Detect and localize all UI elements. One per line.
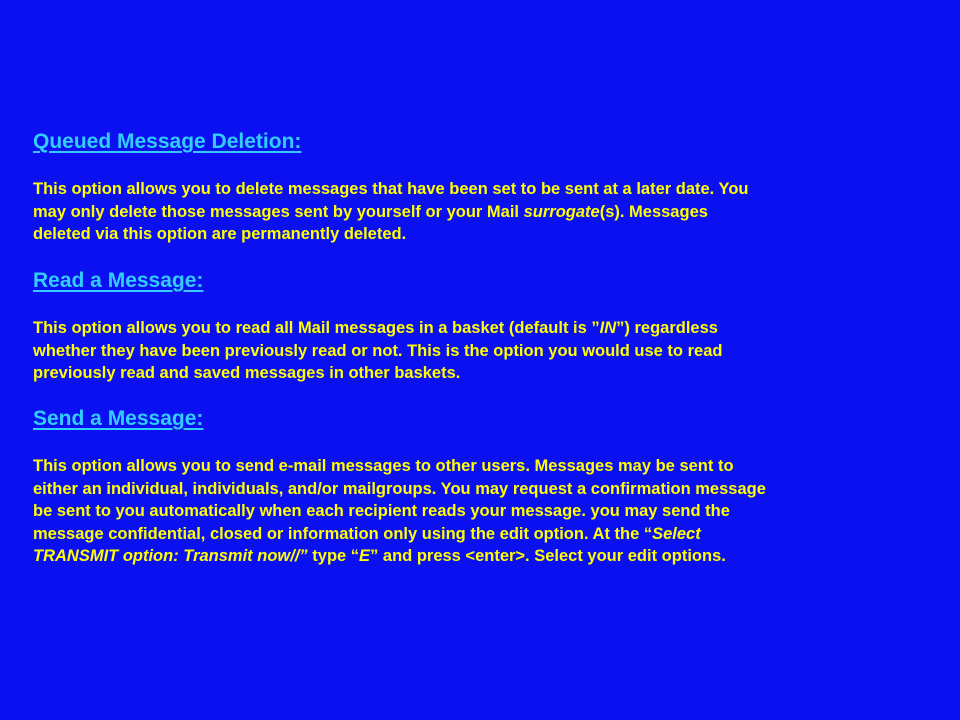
paragraph-line [33, 523, 923, 546]
text-run: message confidential, closed or information only using the edit option. At the “ [33, 524, 653, 543]
text-run: type “ [307, 547, 360, 565]
paragraph-read-a-message [33, 317, 923, 385]
paragraph-line [33, 178, 923, 201]
paragraph-line [33, 317, 923, 340]
text-run: This option allows you to read all Mail messages in a basket (default is ” [33, 319, 600, 337]
paragraph-line [33, 362, 923, 385]
text-run: This option allows you to send e-mail messages to other users. Messages may be sent to [33, 457, 734, 475]
text-run: (s). Messages [599, 202, 708, 221]
paragraph-line [33, 478, 923, 501]
text-run: be sent to you automatically when each recipient reads your message. you may send the [33, 502, 730, 520]
text-run: This option allows you to delete messages that have been set to be sent at a later date. You [33, 180, 749, 198]
italic-text-run: Select [652, 524, 701, 543]
heading-read-a-message: Read a Message: [33, 269, 204, 292]
text-run: may only delete those messages sent by yourself or your Mail [33, 202, 524, 221]
text-run: whether they have been previously read or not. This is the option you would use to read [33, 341, 723, 360]
italic-text-run: IN [599, 319, 617, 337]
paragraph-line [33, 223, 923, 246]
text-run: either an individual, individuals, and/or mailgroups. You may request a confirmation message [33, 479, 766, 498]
text-run: ” and press <enter>. Select your edit options. [370, 547, 726, 565]
italic-text-run: surrogate [523, 202, 600, 221]
italic-text-run: E [359, 547, 371, 565]
paragraph-send-a-message [33, 455, 923, 568]
paragraph-line [33, 500, 923, 523]
paragraph-line [33, 545, 923, 568]
paragraph-line [33, 455, 923, 478]
paragraph-line [33, 201, 923, 224]
text-run: ”) regardless [616, 319, 718, 337]
text-run: previously read and saved messages in other baskets. [33, 364, 461, 382]
text-run: deleted via this option are permanently deleted. [33, 225, 407, 243]
paragraph-queued-message-deletion [33, 178, 923, 246]
paragraph-line [33, 340, 923, 363]
italic-text-run: TRANSMIT option: Transmit now//” [33, 547, 308, 565]
heading-queued-message-deletion: Queued Message Deletion: [33, 130, 302, 153]
heading-send-a-message: Send a Message: [33, 407, 204, 430]
